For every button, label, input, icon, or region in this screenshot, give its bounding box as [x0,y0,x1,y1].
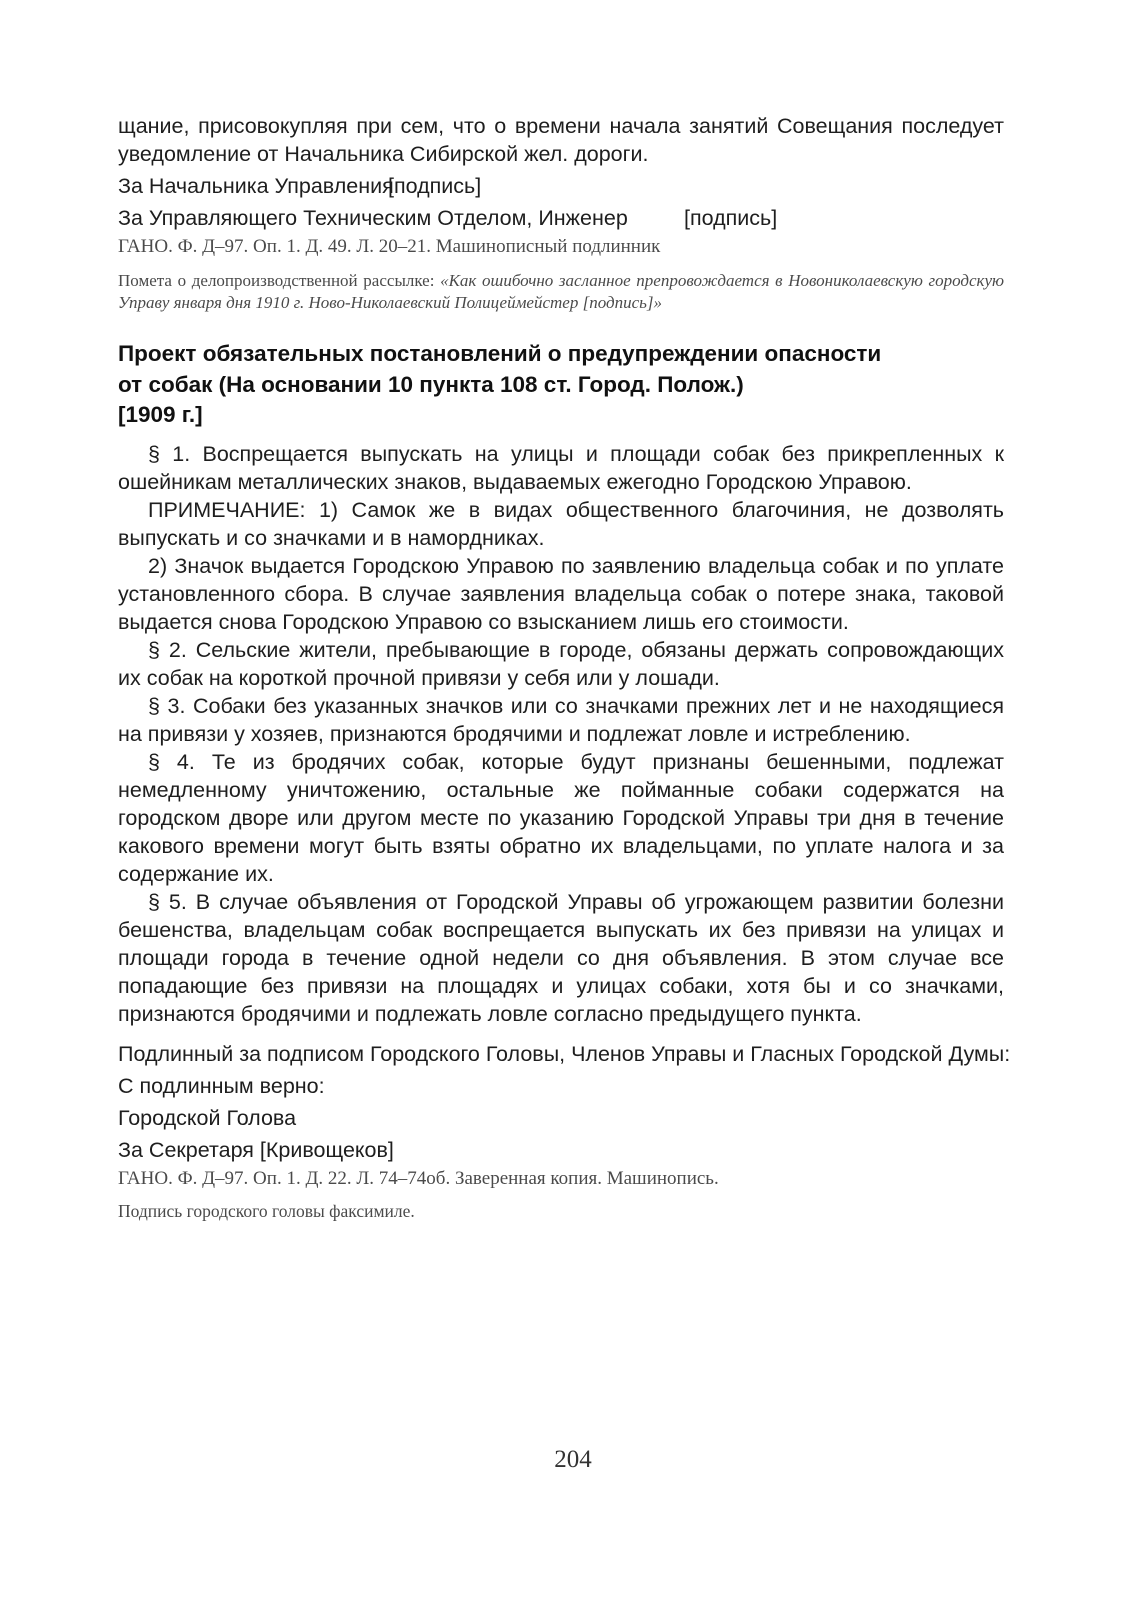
page-body [118,112,1011,1224]
office-note [118,270,1004,314]
office-note-label: Помета о делопроизводственной рассылке: [118,271,441,290]
article-paragraph: § 4. Те из бродячих собак, которые будут признаны бешенными, подлежат немедленному уничтожению, остальные же пойманные собаки содержатся на городском дворе или другом месте по указанию Городской Управы три дня в течение какового времени могут быть взяты обратно их владельцами, по уплате налога и за содержание их. [118,750,1004,886]
document-articles [118,440,1004,1028]
signature-mark: [подпись] [388,174,482,198]
page-number: 204 [554,1446,592,1473]
signature-line-1 [118,172,1004,200]
closing-block [118,1040,1011,1164]
closing-line: Городской Голова [118,1106,297,1130]
document-title-bold: Проект обязательных постановлений о предупреждении опасности [118,341,882,366]
archive-reference-2: ГАНО. Ф. Д–97. Оп. 1. Д. 22. Л. 74–74об. Заверенная копия. Машинопись. [118,1168,719,1189]
signature-line-2 [118,204,1004,232]
article-paragraph: 2) Значок выдается Городскою Управою по заявлению владельца собак и по уплате установленного сбора. В случае заявления владельца собак о потере знака, таковой выдается снова Городскою Управою со взысканием лишь его стоимости. [118,554,1004,634]
document-year: [1909 г.] [118,402,203,427]
document-title-bold-2: от собак [118,372,213,397]
article-paragraph: § 5. В случае объявления от Городской Управы об угрожающем развитии болезни бешенства, владельцам собак воспрещается выпускать их без привязи на улицах и площади города в течение одной недели со дня объявления. В этом случае все попадающие без привязи на площадях и улицах собаки, хотя бы и со значками, признаются бродячими и подлежать ловле согласно предыдущего пункта. [118,890,1004,1026]
article-paragraph: § 3. Собаки без указанных значков или со значками прежних лет и не находящиеся на привязи у хозяев, признаются бродячими и подлежат ловле и истреблению. [118,694,1004,746]
article-paragraph: § 1. Воспрещается выпускать на улицы и площади собак без прикрепленных к ошейникам металлических знаков, выдаваемых ежегодно Городскою Управою. [118,442,1004,494]
article-paragraph: ПРИМЕЧАНИЕ: 1) Самок же в видах общественного благочиния, не дозволять выпускать и со значками и в намордниках. [118,498,1004,550]
closing-line: Подлинный за подписом Городского Головы, Членов Управы и Гласных Городской Думы: [118,1042,1011,1066]
closing-line: За Секретаря [Кривощеков] [118,1138,394,1162]
intro-paragraph: щание, присовокупляя при сем, что о времени начала занятий Совещания последует уведомление от Начальника Сибирской жел. дороги. [118,114,1004,166]
document-title [118,338,1004,400]
office-note-text: «Как ошибочно засланное препровождается в Новониколаевскую городскую Управу января дня 1910 г. Ново-Николаевский Полицеймейстер [подпись]» [118,271,1005,312]
archive-reference: ГАНО. Ф. Д–97. Оп. 1. Д. 49. Л. 20–21. Машинописный подлинник [118,236,661,257]
signature-mark: [подпись] [684,206,778,230]
facsimile-remark: Подпись городского головы факсимиле. [118,1201,415,1221]
document-title-basis: (На основании 10 пункта 108 ст. Город. Полож.) [212,372,744,397]
signature-role: За Управляющего Техническим Отделом, Инженер [118,206,628,230]
article-paragraph: § 2. Сельские жители, пребывающие в городе, обязаны держать сопровождающих их собак на короткой прочной привязи у себя или у лошади. [118,638,1004,690]
signature-role: За Начальника Управления [118,174,394,198]
closing-line: С подлинным верно: [118,1074,325,1098]
